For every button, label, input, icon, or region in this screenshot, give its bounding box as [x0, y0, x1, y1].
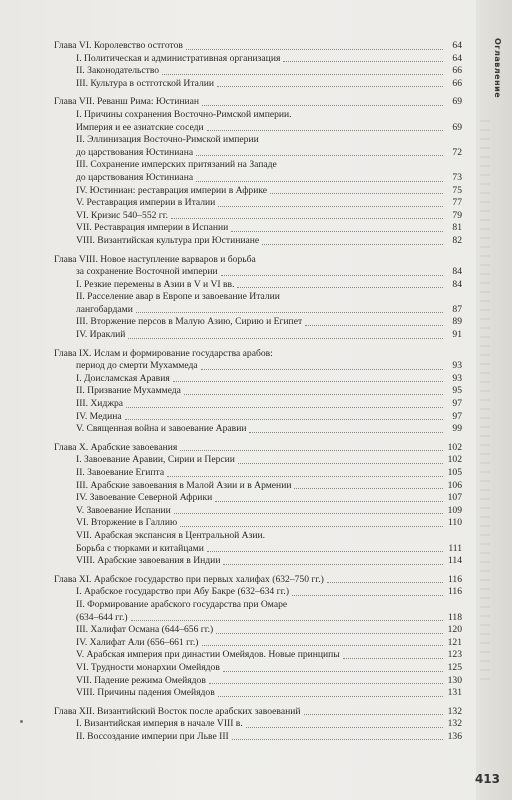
leader-dots — [304, 714, 444, 715]
toc-entry-text: IV. Завоевание Северной Африки — [76, 492, 213, 504]
leader-dots — [202, 105, 443, 106]
toc-entry — [54, 134, 462, 147]
chapter-heading — [54, 96, 462, 109]
toc-entry-text: II. Формирование арабского государства при Омаре — [76, 598, 288, 610]
chapter-heading — [54, 348, 462, 361]
toc-entry — [54, 599, 462, 612]
page-ref: 118 — [447, 611, 462, 623]
leader-dots — [223, 564, 443, 565]
leader-dots — [207, 551, 443, 552]
page-ref: 116 — [447, 586, 462, 598]
leader-dots — [173, 381, 443, 382]
page-ref: 136 — [447, 730, 462, 742]
toc-entry-cont — [54, 172, 462, 185]
toc-entry-text: VI. Кризис 540–552 гг. — [76, 209, 168, 221]
page-ref: 132 — [447, 705, 462, 717]
page-number: 413 — [474, 772, 500, 786]
toc-entry-text: V. Реставрация империи в Италии — [76, 197, 216, 209]
leader-dots — [180, 450, 443, 451]
leader-dots — [184, 394, 443, 395]
toc-entry — [54, 53, 462, 66]
page-ref: 72 — [452, 146, 462, 158]
toc-entry-text: II. Расселение авар в Европе и завоевание Италии — [76, 291, 280, 303]
chapter-heading-cont-text: период до смерти Мухаммеда — [76, 360, 198, 372]
chapter-block — [54, 442, 462, 568]
toc-entry-text: V. Завоевание Испании — [76, 504, 171, 516]
toc-entry-text: VII. Падение режима Омейядов — [76, 674, 206, 686]
toc-entry-text: III. Арабские завоевания в Малой Азии и в Армении — [76, 479, 292, 491]
page-ref: 87 — [452, 303, 462, 315]
page-ref: 69 — [452, 121, 462, 133]
table-of-contents — [54, 40, 462, 749]
page-ref: 121 — [447, 636, 462, 648]
chapter-heading-text: Глава X. Арабские завоевания — [54, 441, 178, 453]
page-ref: 73 — [452, 171, 462, 183]
toc-entry-cont — [54, 122, 462, 135]
toc-entry-text: V. Арабская империя при династии Омейядов. Новые принципы — [76, 649, 340, 661]
page-ref: 84 — [452, 266, 462, 278]
toc-entry — [54, 185, 462, 198]
toc-entry-text: VII. Арабская экспансия в Центральной Азии. — [76, 529, 266, 541]
toc-entry-text: III. Халифат Османа (644–656 гг.) — [76, 624, 214, 636]
page-ref: 89 — [452, 316, 462, 328]
page-ref: 131 — [447, 687, 462, 699]
toc-entry-text: IV. Медина — [76, 410, 122, 422]
toc-entry-text: II. Призвание Мухаммеда — [76, 385, 181, 397]
page-ref: 82 — [452, 234, 462, 246]
leader-dots — [136, 312, 443, 313]
leader-dots — [270, 193, 443, 194]
toc-entry-text: IV. Ираклий — [76, 329, 126, 341]
toc-entry — [54, 555, 462, 568]
toc-entry-text: II. Законодательство — [76, 65, 160, 77]
page-ref: 102 — [447, 441, 462, 453]
toc-entry — [54, 109, 462, 122]
toc-entry-text: II. Эллинизация Восточно-Римской империи — [76, 134, 259, 146]
chapter-heading-text: Глава VII. Реванш Рима: Юстиниан — [54, 96, 199, 108]
toc-entry-cont-text: до царствования Юстиниана — [76, 146, 194, 158]
toc-entry-text: VIII. Причины падения Омейядов — [76, 687, 215, 699]
toc-entry — [54, 517, 462, 530]
leader-dots — [246, 727, 443, 728]
page-ref: 125 — [447, 661, 462, 673]
leader-dots — [207, 130, 443, 131]
chapter-heading — [54, 40, 462, 53]
page-ref: 116 — [447, 573, 462, 585]
toc-entry-text: IV. Халифат Али (656–661 гг.) — [76, 636, 199, 648]
leader-dots — [196, 181, 443, 182]
toc-entry — [54, 159, 462, 172]
toc-entry — [54, 385, 462, 398]
leader-dots — [180, 526, 443, 527]
page-ref: 91 — [452, 329, 462, 341]
toc-entry-text: III. Сохранение имперских притязаний на Западе — [76, 159, 277, 171]
toc-entry — [54, 718, 462, 731]
leader-dots — [327, 582, 443, 583]
page-ref: 97 — [452, 410, 462, 422]
toc-entry-cont-text: до царствования Юстиниана — [76, 171, 194, 183]
page-ref: 64 — [452, 52, 462, 64]
leader-dots — [217, 86, 443, 87]
chapter-heading — [54, 706, 462, 719]
leader-dots — [221, 275, 443, 276]
toc-entry — [54, 675, 462, 688]
chapter-heading-text: Глава VIII. Новое наступление варваров и борьба — [54, 253, 256, 265]
chapter-block — [54, 348, 462, 436]
leader-dots — [292, 595, 443, 596]
page-ref: 106 — [447, 479, 462, 491]
page-ref: 111 — [448, 542, 462, 554]
page-ref: 109 — [447, 504, 462, 516]
page-ref: 110 — [447, 517, 462, 529]
toc-entry — [54, 423, 462, 436]
chapter-heading-text: Глава IX. Ислам и формирование государства арабов: — [54, 347, 273, 359]
chapter-heading — [54, 254, 462, 267]
chapter-block — [54, 706, 462, 744]
leader-dots — [171, 218, 443, 219]
toc-entry — [54, 411, 462, 424]
chapter-heading-cont — [54, 266, 462, 279]
leader-dots — [262, 244, 443, 245]
toc-entry — [54, 637, 462, 650]
leader-dots — [167, 476, 443, 477]
leader-dots — [218, 206, 443, 207]
toc-entry — [54, 398, 462, 411]
page-ref: 105 — [447, 467, 462, 478]
toc-entry — [54, 454, 462, 467]
leader-dots — [201, 369, 443, 370]
page-ref: 69 — [452, 96, 462, 108]
toc-entry — [54, 316, 462, 329]
page-ref: 93 — [452, 360, 462, 372]
print-speck — [20, 720, 23, 723]
leader-dots — [238, 463, 443, 464]
toc-entry-text: I. Резкие перемены в Азии в V и VI вв. — [76, 278, 235, 290]
leader-dots — [202, 645, 444, 646]
toc-entry-text: I. Завоевание Аравии, Сирии и Персии — [76, 454, 235, 466]
toc-entry-cont-text: Борьба с тюрками и китайцами — [76, 542, 204, 554]
toc-entry-cont — [54, 612, 462, 625]
toc-entry-text: VI. Вторжение в Галлию — [76, 517, 178, 529]
page-ref: 79 — [452, 209, 462, 221]
leader-dots — [223, 671, 443, 672]
toc-entry-cont-text: Империя и ее азиатские соседи — [76, 121, 204, 133]
toc-entry-text: III. Хиджра — [76, 398, 124, 410]
toc-entry-cont — [54, 304, 462, 317]
toc-entry-cont — [54, 543, 462, 556]
toc-entry — [54, 65, 462, 78]
chapter-heading-cont — [54, 360, 462, 373]
page-ref: 77 — [452, 197, 462, 209]
toc-entry-text: IV. Юстиниан: реставрация империи в Африке — [76, 184, 268, 196]
toc-entry-cont — [54, 147, 462, 160]
page-ref: 102 — [447, 454, 462, 466]
page-ref: 99 — [452, 423, 462, 435]
leader-dots — [128, 338, 443, 339]
chapter-heading-text: Глава XII. Византийский Восток после арабских завоеваний — [54, 705, 301, 717]
chapter-heading — [54, 574, 462, 587]
toc-entry-text: VIII. Арабские завоевания в Индии — [76, 555, 221, 567]
leader-dots — [196, 155, 443, 156]
toc-entry-text: VIII. Византийская культура при Юстиниане — [76, 234, 260, 246]
page-ref: 93 — [452, 372, 462, 384]
chapter-block — [54, 574, 462, 700]
page-ref: 66 — [452, 65, 462, 77]
leader-dots — [237, 287, 443, 288]
leader-dots — [231, 231, 443, 232]
toc-entry-text: III. Культура в остготской Италии — [76, 77, 215, 89]
toc-entry-text: I. Причины сохранения Восточно-Римской империи. — [76, 108, 292, 120]
chapter-block — [54, 96, 462, 247]
page-ref: 130 — [447, 674, 462, 686]
page-ref: 114 — [447, 555, 462, 567]
toc-entry — [54, 649, 462, 662]
page-ref: 97 — [452, 398, 462, 410]
leader-dots — [215, 501, 443, 502]
leader-dots — [232, 739, 443, 740]
toc-entry — [54, 210, 462, 223]
toc-entry — [54, 373, 462, 386]
toc-entry-cont-text: лангобардами — [76, 303, 133, 315]
page-ref: 132 — [447, 718, 462, 730]
toc-entry — [54, 624, 462, 637]
chapter-block — [54, 40, 462, 90]
leader-dots — [218, 696, 443, 697]
toc-entry — [54, 505, 462, 518]
toc-entry-text: II. Воссоздание империи при Льве III — [76, 730, 229, 742]
page-ref: 64 — [452, 40, 462, 51]
toc-entry — [54, 586, 462, 599]
leader-dots — [131, 620, 443, 621]
toc-entry — [54, 662, 462, 675]
page-ref: 75 — [452, 184, 462, 196]
leader-dots — [343, 658, 443, 659]
toc-entry — [54, 480, 462, 493]
chapter-block — [54, 254, 462, 342]
toc-entry — [54, 492, 462, 505]
toc-entry-text: V. Священная война и завоевание Аравии — [76, 423, 247, 435]
toc-entry-text: VII. Реставрация империи в Испании — [76, 222, 229, 234]
toc-entry — [54, 197, 462, 210]
page-ref: 120 — [447, 624, 462, 636]
page-ref: 123 — [447, 649, 462, 661]
page-ref: 66 — [452, 77, 462, 89]
bleed-through-text — [480, 120, 490, 680]
toc-entry — [54, 235, 462, 248]
chapter-heading-text: Глава VI. Королевство остготов — [54, 40, 183, 51]
toc-entry-text: III. Вторжение персов в Малую Азию, Сирию и Египет — [76, 316, 303, 328]
toc-entry — [54, 291, 462, 304]
leader-dots — [126, 407, 443, 408]
toc-entry-text: II. Завоевание Египта — [76, 467, 165, 478]
leader-dots — [216, 633, 443, 634]
leader-dots — [294, 488, 443, 489]
chapter-heading — [54, 442, 462, 455]
chapter-heading-cont-text: за сохранение Восточной империи — [76, 266, 218, 278]
toc-entry — [54, 467, 462, 480]
toc-entry-text: VI. Трудности монархии Омейядов — [76, 661, 220, 673]
page-ref: 95 — [452, 385, 462, 397]
toc-entry — [54, 731, 462, 744]
leader-dots — [125, 419, 443, 420]
leader-dots — [209, 683, 443, 684]
toc-entry — [54, 329, 462, 342]
leader-dots — [249, 432, 443, 433]
toc-entry — [54, 530, 462, 543]
leader-dots — [186, 49, 443, 50]
toc-entry-text: I. Византийская империя в начале VIII в. — [76, 718, 243, 730]
toc-entry — [54, 279, 462, 292]
leader-dots — [283, 61, 443, 62]
page-ref: 107 — [447, 492, 462, 504]
page-ref: 84 — [452, 278, 462, 290]
leader-dots — [162, 74, 443, 75]
toc-entry — [54, 687, 462, 700]
toc-entry-text: I. Политическая и административная организация — [76, 52, 281, 64]
chapter-heading-text: Глава XI. Арабское государство при первых халифах (632–750 гг.) — [54, 573, 324, 585]
toc-entry-cont-text: (634–644 гг.) — [76, 611, 128, 623]
toc-entry-text: I. Арабское государство при Абу Бакре (632–634 гг.) — [76, 586, 290, 598]
toc-entry — [54, 78, 462, 91]
leader-dots — [305, 325, 443, 326]
running-head: Оглавление — [493, 38, 502, 99]
toc-entry-text: I. Доисламская Аравия — [76, 372, 170, 384]
toc-entry — [54, 222, 462, 235]
leader-dots — [174, 513, 443, 514]
page-ref: 81 — [452, 222, 462, 234]
